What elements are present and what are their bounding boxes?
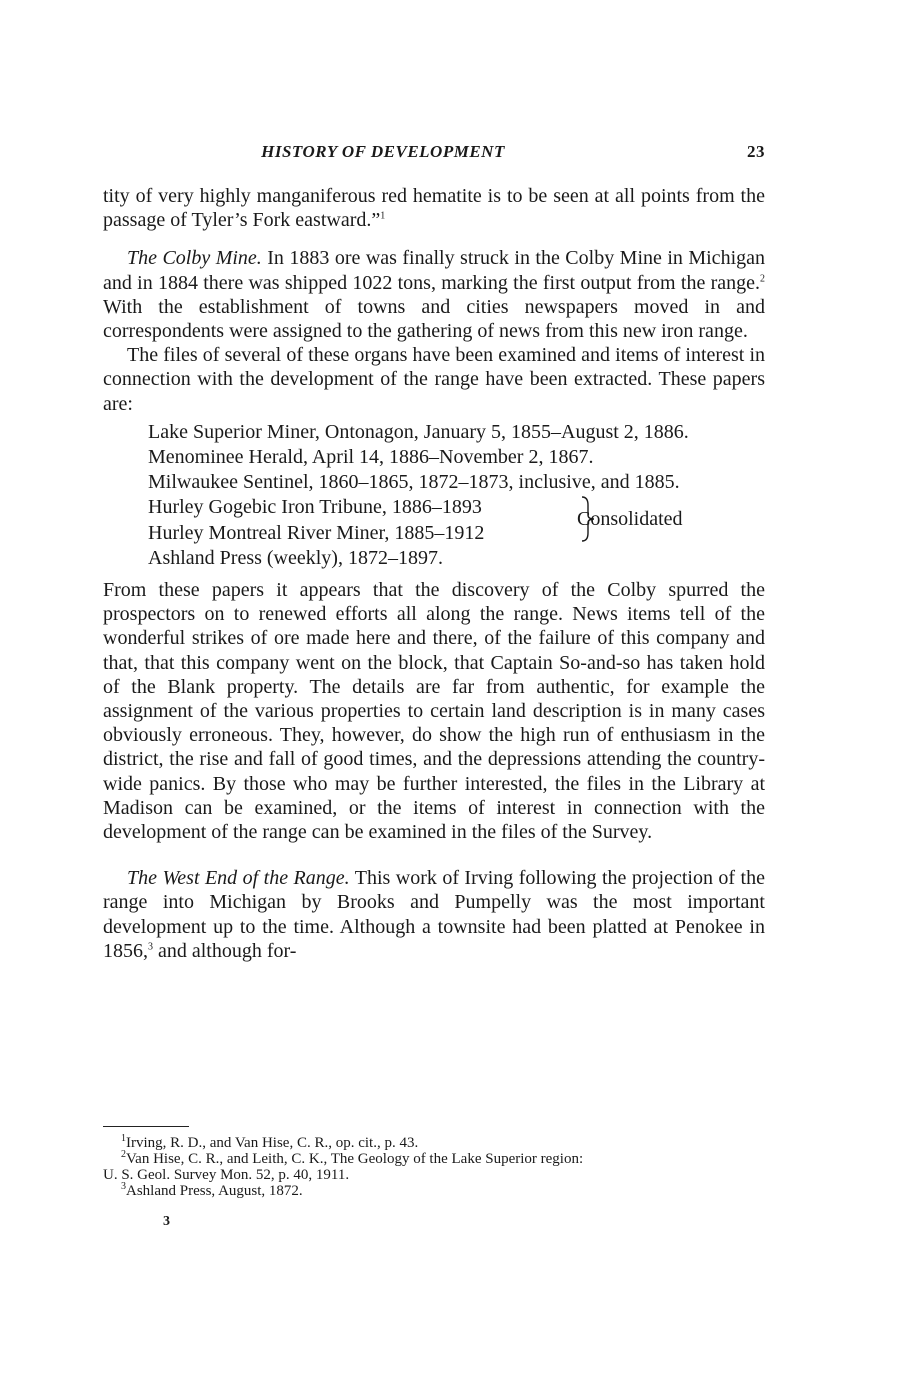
- newspaper-item: Ashland Press (weekly), 1872–1897.: [148, 546, 443, 569]
- footnote: [103, 1135, 765, 1151]
- paragraph-from-papers: From these papers it appears that the discovery of the Colby spurred the prospectors on to renewed efforts all along the range. News items tell of the wonderful strikes of ore made here and there, of the failure of this company and that, that this company went on the block, that Captain So-and-so has taken hold of the Blank property. The details are far from authentic, for example the assignment of the various properties to certain land description is in many cases obviously erroneous. They, however, do show the high run of enthusiasm in the district, the rise and fall of good times, and the depressions attending the country-wide panics. By those who may be further interested, the files in the Library at Madison can be examined, or the items of interest in connection with the development of the range can be examined in the files of the Survey.: [103, 579, 765, 844]
- newspaper-item-bracketed: [148, 495, 765, 531]
- page-number: 23: [747, 142, 765, 161]
- footnote-text: Ashland Press, August, 1872.: [126, 1183, 303, 1199]
- footnote-ref-3: 3: [148, 941, 153, 953]
- colby-text-a: In 1883 ore was finally struck in the Colby Mine in Michigan and in 1884 there was shipped 1022 tons, marking the first output from the range.: [103, 247, 765, 294]
- running-title: HISTORY OF DEVELOPMENT: [261, 142, 505, 161]
- paragraph-west-end: [103, 866, 765, 963]
- newspaper-item-text: Hurley Gogebic Iron Tribune, 1886–1893: [148, 496, 482, 519]
- paragraph-colby-mine: [103, 246, 765, 343]
- paragraph-continued-text: tity of very highly manganiferous red hematite is to be seen at all points from the passage of Tyler’s Fork eastward.”: [103, 185, 765, 232]
- footnote: [103, 1151, 765, 1167]
- paragraph-files: The files of several of these organs have been examined and items of interest in connection with the development of the range have been extracted. These papers are:: [103, 344, 765, 415]
- footnote-text: Van Hise, C. R., and Leith, C. K., The Geology of the Lake Superior region:: [126, 1151, 584, 1167]
- signature-mark: 3: [163, 1214, 170, 1229]
- footnote: [103, 1183, 765, 1199]
- newspaper-item: Lake Superior Miner, Ontonagon, January 5, 1855–August 2, 1886.: [148, 420, 689, 443]
- footnote-mark: 1: [121, 1133, 126, 1144]
- consolidated-label: Consolidated: [577, 508, 683, 531]
- footnote-ref-2: 2: [760, 272, 765, 284]
- footnotes: [103, 1126, 765, 1199]
- footnote-mark: 2: [121, 1149, 126, 1160]
- colby-text-b: With the establishment of towns and cities newspapers moved in and correspondents were assigned to the gathering of news from this new iron range.: [103, 295, 765, 343]
- footnote-mark: 3: [121, 1181, 126, 1192]
- west-end-text-b: and although for-: [153, 939, 297, 962]
- footnote-rule: [103, 1126, 189, 1127]
- footnote-text: Irving, R. D., and Van Hise, C. R., op. cit., p. 43.: [126, 1135, 419, 1151]
- newspaper-list: [148, 420, 765, 570]
- newspaper-item: Milwaukee Sentinel, 1860–1865, 1872–1873, inclusive, and 1885.: [148, 471, 680, 494]
- newspaper-item: Menominee Herald, April 14, 1886–November 2, 1867.: [148, 446, 594, 469]
- body-text: [103, 184, 765, 963]
- newspaper-item: Hurley Montreal River Miner, 1885–1912: [148, 521, 485, 544]
- section-heading-colby-mine: The Colby Mine.: [127, 247, 262, 270]
- running-head: [103, 142, 765, 166]
- west-end-text-a: This work of Irving following the projection of the range into Michigan by Brooks and Pumpelly was the most important development up to the time. Although a townsite had been platted at Penokee in 1856,: [103, 867, 765, 962]
- paragraph-continued: [103, 184, 765, 232]
- section-heading-west-end: The West End of the Range.: [127, 867, 350, 890]
- footnote-ref-1: 1: [380, 210, 386, 222]
- footnote-continuation: U. S. Geol. Survey Mon. 52, p. 40, 1911.: [103, 1167, 350, 1183]
